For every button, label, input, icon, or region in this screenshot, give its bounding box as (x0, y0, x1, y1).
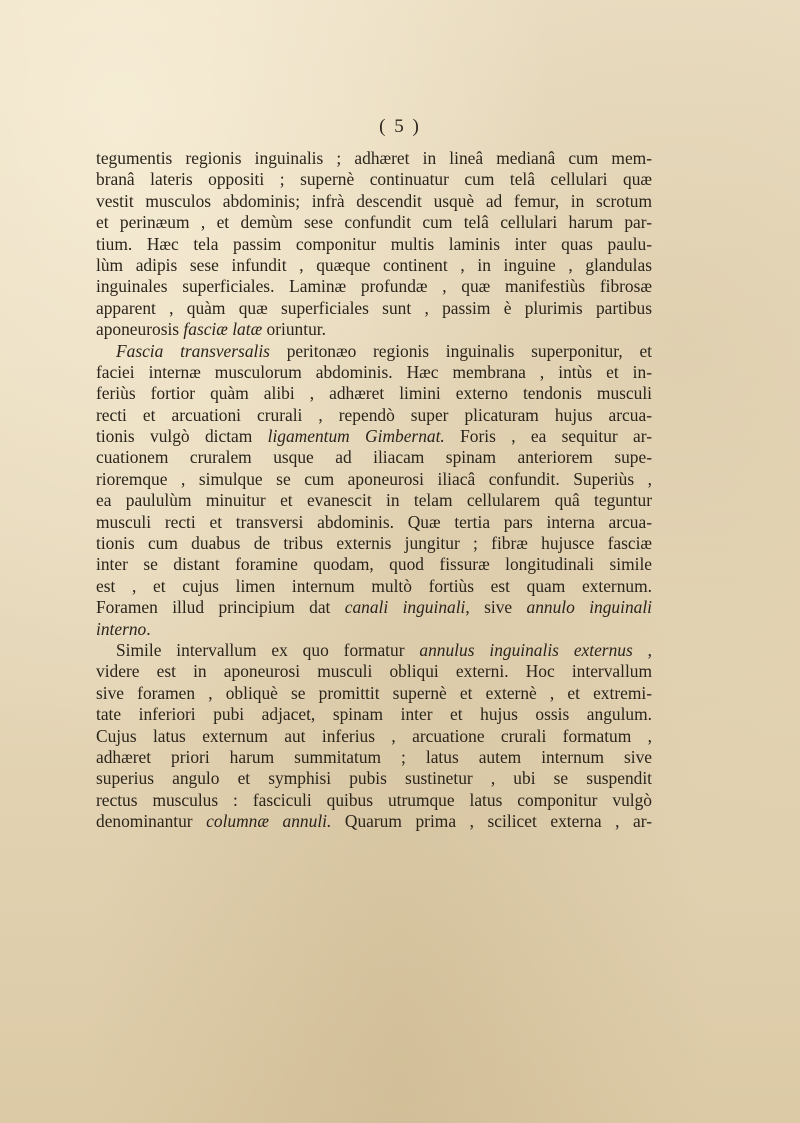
text-span: branâ lateris oppositi ; supernè continuatur cum telâ cellulari quæ (96, 169, 652, 190)
text-line (96, 619, 652, 640)
italic-phrase: ligamentum Gimbernat. (267, 426, 445, 447)
text-span: tium. Hæc tela passim componitur multis laminis inter quas paulu- (96, 233, 652, 254)
italic-phrase: columnæ annuli. (206, 811, 332, 832)
text-line (96, 255, 652, 276)
text-span: , sive (465, 597, 527, 618)
text-span: sive foramen , obliquè se promittit supernè et externè , et extremi- (96, 682, 652, 703)
text-span: oriuntur. (262, 319, 326, 340)
text-span: . (146, 618, 151, 639)
text-span: faciei internæ musculorum abdominis. Hæc membrana , intùs et in- (96, 361, 652, 382)
text-span: Foramen illud principium dat (96, 597, 345, 618)
text-line (96, 276, 652, 297)
text-span: Cujus latus externum aut inferius , arcuatione crurali formatum , (96, 725, 652, 746)
italic-phrase: interno (96, 618, 147, 639)
text-span: cuationem cruralem usque ad iliacam spinam anteriorem supe- (96, 447, 652, 468)
text-line (96, 426, 652, 447)
text-span: Foris , ea sequitur ar- (444, 426, 652, 447)
text-line (96, 576, 652, 597)
text-line (96, 811, 652, 832)
text-line (96, 169, 652, 190)
text-span: inter se distant foramine quodam, quod fissuræ longitudinali simile (96, 554, 652, 575)
text-span: recti et arcuationi crurali , rependò super plicaturam hujus arcua- (96, 404, 652, 425)
body-text (96, 148, 652, 833)
text-line (96, 341, 652, 362)
text-span: peritonæo regionis inguinalis superponitur, et (269, 340, 652, 361)
text-span: feriùs fortior quàm alibi , adhæret limini externo tendonis musculi (96, 383, 652, 404)
text-line (96, 683, 652, 704)
text-span: Simile intervallum ex quo formatur (116, 639, 420, 660)
text-line (96, 597, 652, 618)
text-line (96, 319, 652, 340)
text-span: adhæret priori harum summitatum ; latus autem internum sive (96, 746, 652, 767)
text-line (96, 405, 652, 426)
text-line (96, 298, 652, 319)
text-span: tionis vulgò dictam (96, 426, 268, 447)
text-span: rectus musculus : fasciculi quibus utrumque latus componitur vulgò (96, 789, 652, 810)
italic-phrase: canali inguinali (344, 597, 466, 618)
text-line (96, 469, 652, 490)
text-line (96, 533, 652, 554)
text-span: superius angulo et symphisi pubis sustinetur , ubi se suspendit (96, 768, 652, 789)
text-span: aponeurosis (96, 319, 184, 340)
text-span: Quarum prima , scilicet externa , ar- (331, 811, 652, 832)
text-line (96, 490, 652, 511)
text-line (96, 191, 652, 212)
text-line (96, 447, 652, 468)
italic-phrase: Fascia transversalis (116, 340, 270, 361)
text-span: videre est in aponeurosi musculi obliqui externi. Hoc intervallum (96, 661, 652, 682)
text-line (96, 362, 652, 383)
text-span: tegumentis regionis inguinalis ; adhæret in lineâ medianâ cum mem- (96, 148, 652, 168)
text-span: tate inferiori pubi adjacet, spinam inter et hujus ossis angulum. (96, 704, 652, 725)
page-number: ( 5 ) (379, 116, 421, 137)
text-span: est , et cujus limen internum multò fortiùs est quam externum. (96, 575, 652, 596)
text-span: musculi recti et transversi abdominis. Quæ tertia pars interna arcua- (96, 511, 652, 532)
text-line (96, 383, 652, 404)
text-span: ea paululùm minuitur et evanescit in telam cellularem quâ teguntur (96, 490, 652, 511)
text-line (96, 768, 652, 789)
italic-phrase: annulo inguinali (526, 597, 652, 618)
text-line (96, 212, 652, 233)
text-line (96, 148, 652, 169)
text-span: apparent , quàm quæ superficiales sunt , passim è plurimis partibus (96, 297, 652, 318)
text-span: tionis cum duabus de tribus externis jungitur ; fibræ hujusce fasciæ (96, 533, 652, 554)
text-line (96, 640, 652, 661)
text-line (96, 726, 652, 747)
text-span: , (632, 639, 652, 660)
italic-phrase: annulus inguinalis externus (419, 639, 633, 660)
text-span: vestit musculos abdominis; infrà descendit usquè ad femur, in scrotum (96, 190, 652, 211)
text-line (96, 512, 652, 533)
text-span: et perinæum , et demùm sese confundit cum telâ cellulari harum par- (96, 212, 652, 233)
text-line (96, 704, 652, 725)
text-line (96, 747, 652, 768)
text-span: inguinales superficiales. Laminæ profundæ , quæ manifestiùs fibrosæ (96, 276, 652, 297)
text-span: denominantur (96, 811, 207, 832)
italic-phrase: fasciæ latæ (183, 319, 263, 340)
text-line (96, 554, 652, 575)
text-span: lùm adipis sese infundit , quæque continent , in inguine , glandulas (96, 254, 652, 275)
text-line (96, 661, 652, 682)
text-line (96, 234, 652, 255)
text-line (96, 790, 652, 811)
text-span: rioremque , simulque se cum aponeurosi iliacâ confundit. Superiùs , (96, 468, 652, 489)
